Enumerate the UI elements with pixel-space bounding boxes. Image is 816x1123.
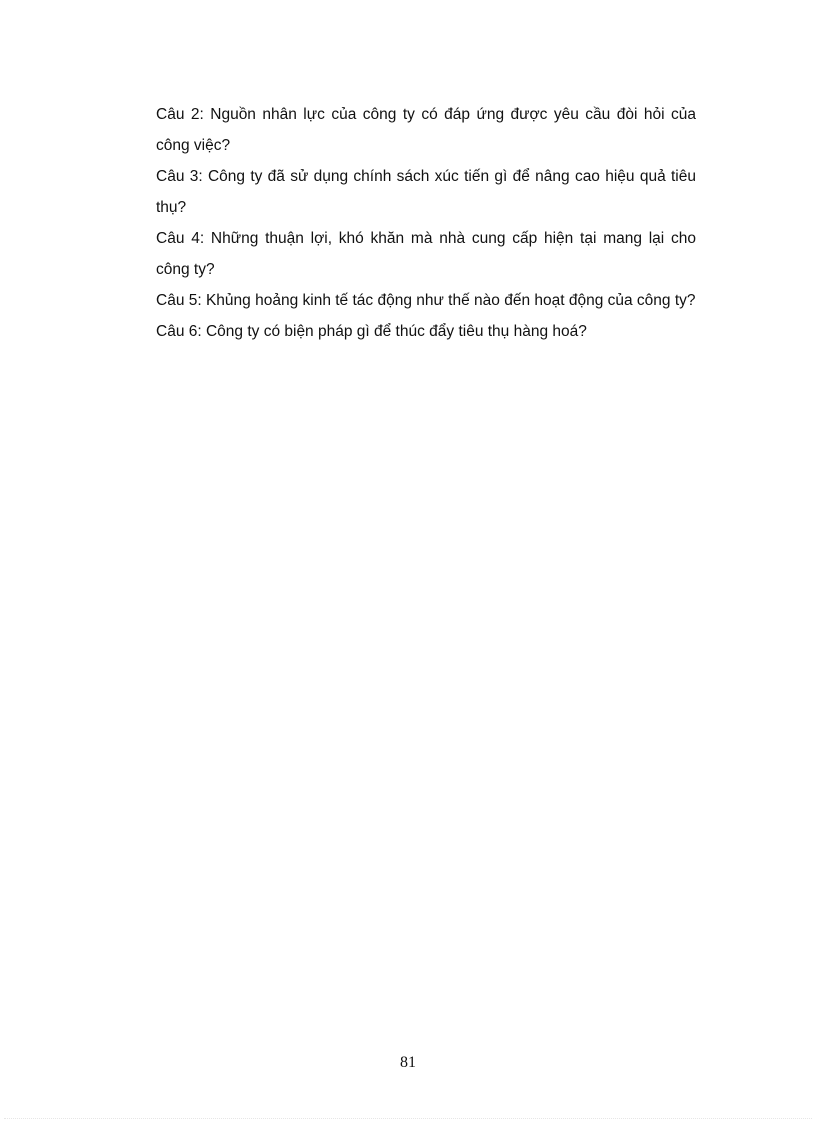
question-2: Câu 2: Nguồn nhân lực của công ty có đáp ứng được yêu cầu đòi hỏi của công việc? [156, 106, 696, 154]
page-bottom-divider [4, 1118, 812, 1119]
question-4: Câu 4: Những thuận lợi, khó khăn mà nhà cung cấp hiện tại mang lại cho công ty? [156, 230, 696, 278]
page-number: 81 [400, 1054, 416, 1071]
question-list [156, 99, 696, 347]
question-6: Câu 6: Công ty có biện pháp gì để thúc đẩy tiêu thụ hàng hoá? [156, 323, 587, 340]
question-3: Câu 3: Công ty đã sử dụng chính sách xúc tiến gì để nâng cao hiệu quả tiêu thụ? [156, 168, 696, 216]
question-5: Câu 5: Khủng hoảng kinh tế tác động như thế nào đến hoạt động của công ty? [156, 292, 696, 309]
